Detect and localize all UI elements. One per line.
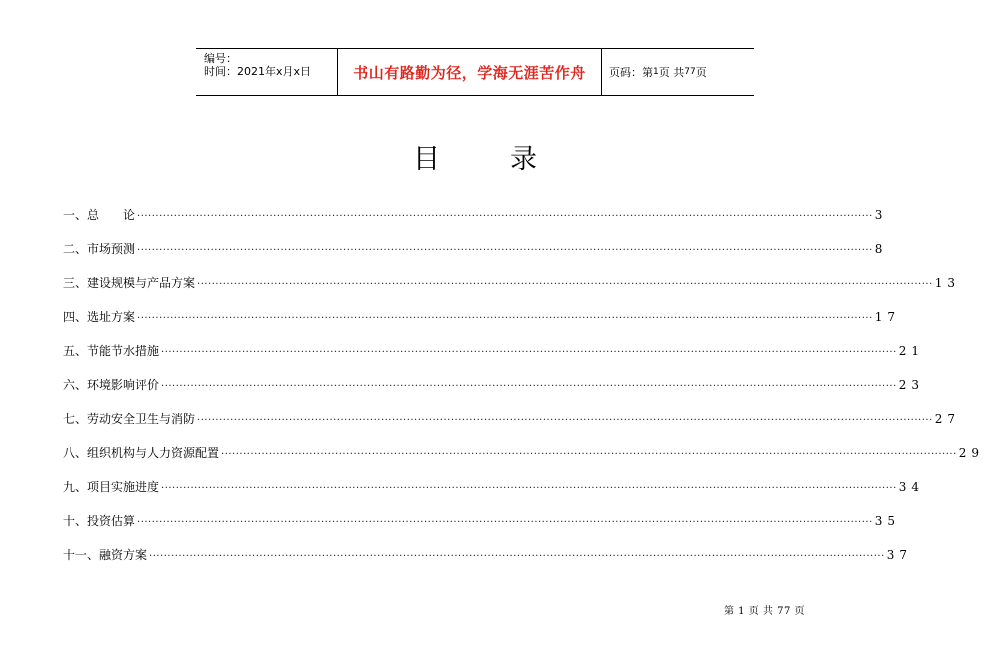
toc-entry-label: 四、选址方案 (63, 310, 136, 324)
table-of-contents (63, 207, 984, 581)
toc-entry-label: 十一、融资方案 (63, 548, 148, 562)
header-page-info (602, 49, 754, 95)
toc-entry[interactable] (63, 343, 925, 377)
toc-entry-label: 二、市场预测 (63, 242, 136, 256)
header-motto-cell (338, 49, 602, 95)
toc-entry-label: 十、投资估算 (63, 514, 136, 528)
toc-entry[interactable] (63, 411, 961, 445)
document-number-label: 编号： (204, 52, 237, 65)
toc-entry-label: 八、组织机构与人力资源配置 (63, 446, 220, 460)
toc-entry-page: 17 (874, 310, 901, 324)
page-suffix: 页 (695, 66, 707, 79)
toc-entry-page: 34 (898, 480, 925, 494)
toc-entry[interactable] (63, 479, 925, 513)
toc-entry-label: 五、节能节水措施 (63, 344, 160, 358)
toc-leader-dots: ········································································································································································································ (221, 449, 957, 460)
page-mid: 页 共 (658, 66, 685, 79)
page-header (196, 48, 754, 96)
toc-entry-page: 27 (934, 412, 961, 426)
toc-leader-dots: ········································································································································································································ (149, 551, 885, 562)
toc-leader-dots: ········································································································································································································ (161, 347, 897, 358)
toc-entry-page: 3 (874, 208, 888, 222)
toc-leader-dots: ········································································································································································································ (137, 211, 873, 222)
toc-title-char-1: 目 (413, 144, 440, 175)
toc-entry-page: 21 (898, 344, 925, 358)
page-current: 1 (653, 67, 659, 77)
toc-title (0, 142, 950, 178)
toc-leader-dots: ········································································································································································································ (161, 381, 897, 392)
toc-entry-page: 13 (934, 276, 961, 290)
page-footer: 第 1 页 共 77 页 (724, 606, 805, 617)
toc-leader-dots: ········································································································································································································ (137, 313, 873, 324)
toc-entry-page: 29 (958, 446, 984, 460)
toc-entry[interactable] (63, 513, 901, 547)
toc-entry[interactable] (63, 547, 913, 581)
toc-leader-dots: ········································································································································································································ (197, 415, 933, 426)
header-motto: 书山有路勤为径，学海无涯苦作舟 (353, 63, 586, 82)
toc-entry-page: 35 (874, 514, 901, 528)
document-date: 时间：2021年x月x日 (204, 65, 312, 78)
toc-leader-dots: ········································································································································································································ (197, 279, 933, 290)
toc-entry-label: 三、建设规模与产品方案 (63, 276, 196, 290)
toc-entry-label: 七、劳动安全卫生与消防 (63, 412, 196, 426)
toc-title-char-2: 录 (510, 144, 537, 175)
toc-entry-label: 一、总 论 (63, 208, 136, 222)
toc-leader-dots: ········································································································································································································ (137, 245, 873, 256)
toc-leader-dots: ········································································································································································································ (137, 517, 873, 528)
header-meta (196, 49, 338, 95)
toc-entry-label: 九、项目实施进度 (63, 480, 160, 494)
toc-leader-dots: ········································································································································································································ (161, 483, 897, 494)
toc-entry[interactable] (63, 445, 984, 479)
toc-entry[interactable] (63, 275, 961, 309)
toc-entry[interactable] (63, 241, 888, 275)
page-prefix: 页码：第 (609, 66, 653, 79)
toc-entry[interactable] (63, 377, 925, 411)
toc-entry[interactable] (63, 309, 901, 343)
page-total: 77 (684, 67, 696, 77)
toc-entry-page: 8 (874, 242, 888, 256)
toc-entry-label: 六、环境影响评价 (63, 378, 160, 392)
toc-entry[interactable] (63, 207, 888, 241)
toc-entry-page: 37 (886, 548, 913, 562)
toc-entry-page: 23 (898, 378, 925, 392)
